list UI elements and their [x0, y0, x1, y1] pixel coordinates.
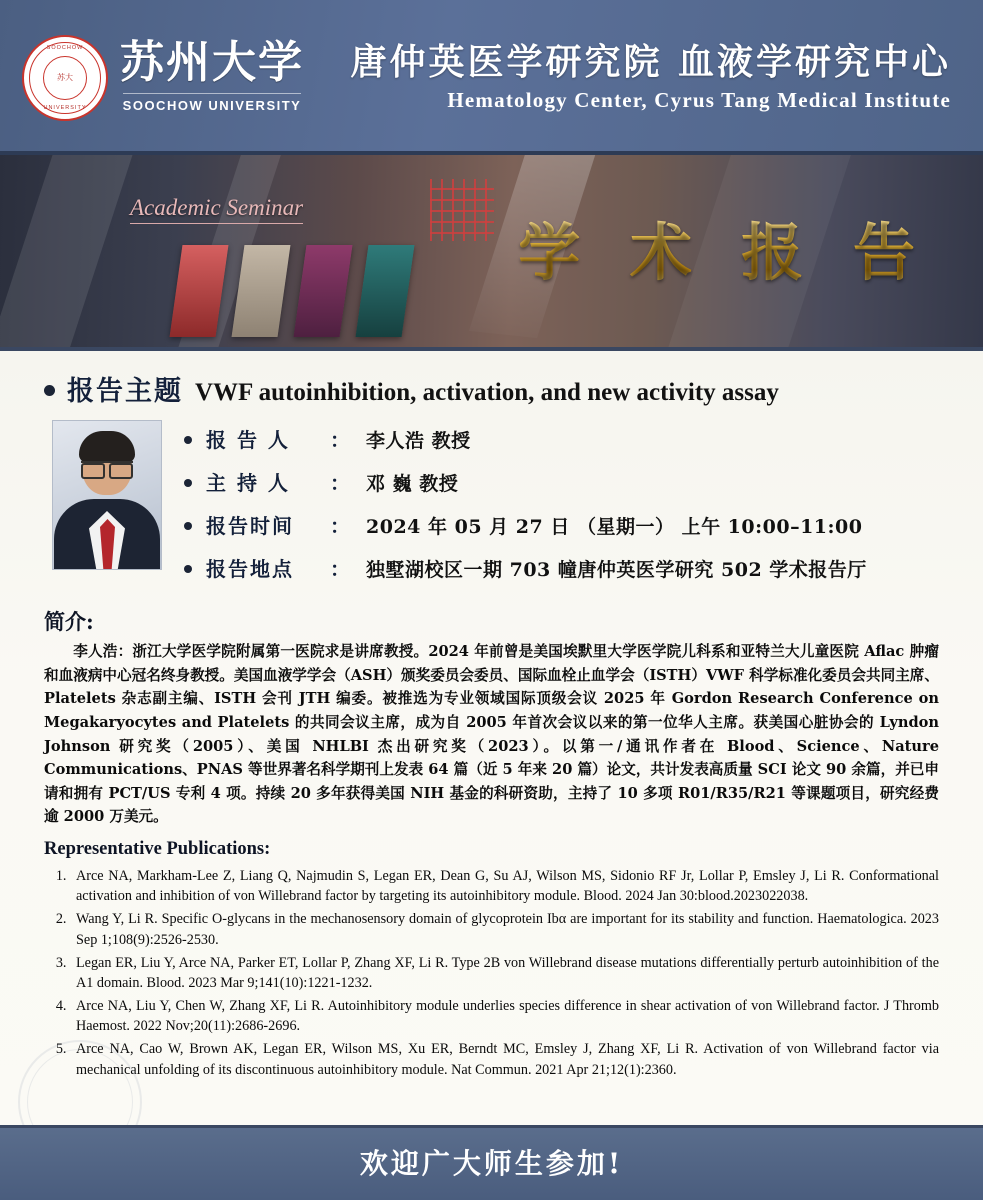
bullet-icon: [184, 565, 192, 573]
info-value-host: 邓 巍 教授: [366, 473, 459, 495]
banner-color-swatch: [356, 245, 415, 337]
poster-content: [0, 351, 983, 1200]
topic-value: VWF autoinhibition, activation, and new activity assay: [195, 379, 779, 406]
seal-core-text: 苏大: [43, 56, 87, 100]
topic-label: 报告主题: [67, 376, 183, 407]
bio-title: 简介:: [44, 609, 94, 634]
list-item: 2. Wang Y, Li R. Specific O-glycans in the mechanosensory domain of glycoprotein Ibα are important for its stability and function. Haematologica. 2023 Sep 1;108(9):2526-2530.: [70, 909, 939, 949]
info-colon: ：: [330, 430, 350, 452]
speaker-portrait: [52, 420, 162, 570]
bullet-icon: [184, 436, 192, 444]
list-item: 3. Legan ER, Liu Y, Arce NA, Parker ET, Lollar P, Zhang XF, Li R. Type 2B von Willebrand disease mutations differentially perturb autoinhibition of the A1 domain. Blood. 2023 Mar 9;141(10):1221-1232.: [70, 953, 939, 993]
institute-name-en: Hematology Center, Cyrus Tang Medical Institute: [447, 87, 951, 112]
banner-title: 学 术 报 告: [518, 203, 929, 292]
info-area: [44, 420, 939, 596]
university-name-block: [120, 37, 304, 114]
banner-streak: [0, 155, 139, 351]
info-label-host: 主 持 人: [206, 471, 290, 495]
publications-list: [44, 866, 939, 1080]
banner-eyebrow: [130, 195, 303, 224]
bullet-icon: [184, 479, 192, 487]
info-list: [184, 420, 939, 596]
list-item: [184, 510, 939, 539]
info-label-time: 报告时间: [206, 514, 294, 538]
bullet-icon: [184, 522, 192, 530]
info-label-speaker: 报 告 人: [206, 428, 290, 452]
banner-eyebrow-text: Academic Seminar: [130, 195, 304, 220]
institute-name-block: [332, 42, 961, 112]
seal-inner-ring: [29, 42, 101, 114]
banner-eyebrow-underline: [130, 223, 303, 224]
info-label-venue: 报告地点: [206, 557, 294, 581]
seal-top-text: SOOCHOW: [46, 44, 84, 51]
bullet-icon: [44, 385, 55, 396]
list-item: 1. Arce NA, Markham-Lee Z, Liang Q, Najmudin S, Legan ER, Dean G, Su AJ, Wilson MS, Sidonio RF Jr, Lollar P, Emsley J, Li R. Conformational activation and inhibition of von Willebrand factor by targeting its autoinhibitory module. Blood. 2024 Jan 30:blood.2023022038.: [70, 866, 939, 906]
footer-welcome-text: 欢迎广大师生参加!: [359, 1147, 624, 1180]
info-value-time: 2024 年 05 月 27 日 （星期一） 上午 10:00–11:00: [366, 516, 863, 538]
list-item: [184, 553, 939, 582]
poster-banner: [0, 155, 983, 351]
university-name-cn: 苏州大学: [120, 37, 304, 89]
list-item: [184, 424, 939, 453]
bio-text: 李人浩：浙江大学医学院附属第一医院求是讲席教授。2024 年前曾是美国埃默里大学医学院儿科系和亚特兰大儿童医院 Aflac 肿瘤和血液病中心冠名终身教授。美国血液学学会（ASH）颁奖委员会委员、国际血栓止血学会（ISTH）VWF 科学标准化委员会共同主席、Platelets 杂志副主编、ISTH 会刊 JTH 编委。被推选为专业领域国际顶级会议 2025 年 Gordon Research Conference on Megakaryocytes and Platelets 的共同会议主席，成为自 2005 年首次会议以来的第一位华人主席。获美国心脏协会的 Lyndon Johnson 研究奖（2005）、美国 NHLBI 杰出研究奖（2023）。以第一/通讯作者在 Blood、Science、Nature Communications、PNAS 等世界著名科学期刊上发表 64 篇（近 5 年来 20 篇）论文，共计发表高质量 SCI 论文 90 余篇，并已申请和拥有 PCT/US 专利 4 项。持续 20 多年获得美国 NIH 基金的科研资助，主持了 10 多项 R01/R35/R21 等课题项目，研究经费逾 2000 万美元。: [44, 643, 939, 826]
university-name-en: SOOCHOW UNIVERSITY: [123, 93, 302, 113]
topic-row: [44, 369, 939, 408]
poster-header: [0, 0, 983, 155]
publications-title: Representative Publications:: [44, 839, 271, 860]
institute-name-cn: 唐仲英医学研究院 血液学研究中心: [350, 41, 951, 84]
list-item: 5. Arce NA, Cao W, Brown AK, Legan ER, Wilson MS, Xu ER, Berndt MC, Emsley J, Zhang XF, Li R. Activation of von Willebrand factor via mechanical unfolding of its discontinuous autoinhibitory module. Nat Commun. 2021 Apr 21;12(1):2360.: [70, 1039, 939, 1079]
portrait-glasses-icon: [81, 461, 133, 476]
banner-grid-pattern: [430, 179, 494, 241]
university-seal-icon: [22, 35, 108, 121]
seal-bottom-text: UNIVERSITY: [43, 104, 87, 111]
list-item: [184, 467, 939, 496]
info-colon: ：: [330, 559, 350, 581]
poster-footer: [0, 1125, 983, 1200]
info-value-venue: 独墅湖校区一期 703 幢唐仲英医学研究 502 学术报告厅: [366, 559, 867, 581]
info-colon: ：: [330, 516, 350, 538]
portrait-hair: [79, 431, 135, 463]
banner-color-swatch: [294, 245, 353, 337]
info-value-speaker: 李人浩 教授: [366, 430, 471, 452]
info-colon: ：: [330, 473, 350, 495]
list-item: 4. Arce NA, Liu Y, Chen W, Zhang XF, Li R. Autoinhibitory module underlies species difference in shear activation of von Willebrand factor. J Thromb Haemost. 2022 Nov;20(11):2686-2696.: [70, 996, 939, 1036]
